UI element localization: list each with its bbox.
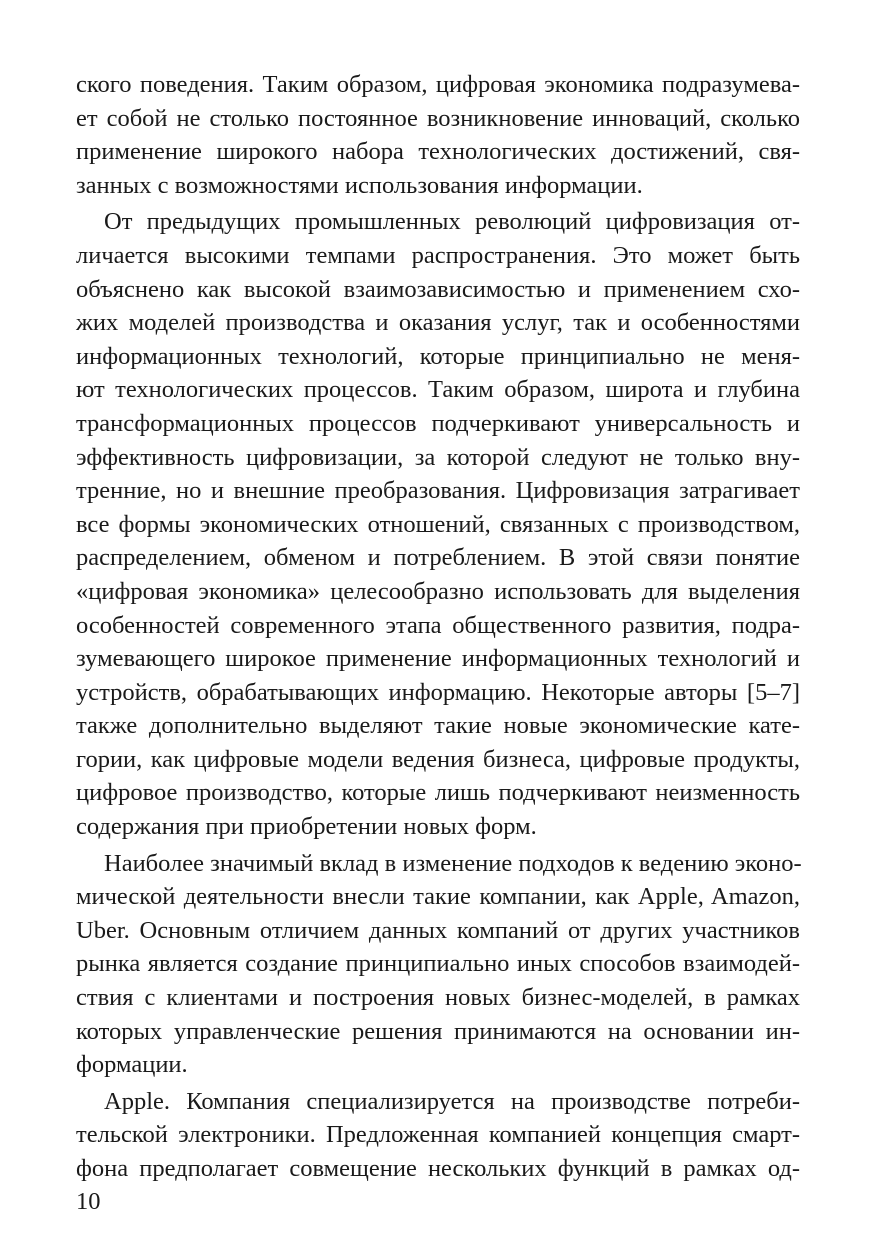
text-line: тренние, но и внешние преобразования. Цифровизация затрагивает <box>76 477 800 505</box>
text-line: которых управленческие решения принимаются на основании ин- <box>76 1017 800 1045</box>
text-line: применение широкого набора технологических достижений, свя- <box>76 138 800 166</box>
text-line: рынка является создание принципиально иных способов взаимодей- <box>76 950 800 978</box>
text-line: распределением, обменом и потреблением. В этой связи понятие <box>76 544 800 572</box>
text-line: Наиболее значимый вклад в изменение подходов к ведению эконо- <box>104 849 802 877</box>
text-line: ствия с клиентами и построения новых бизнес-моделей, в рамках <box>76 984 800 1012</box>
text-line: трансформационных процессов подчеркивают универсальность и <box>76 409 800 437</box>
page-number: 10 <box>76 1188 101 1215</box>
text-line: От предыдущих промышленных революций цифровизация от- <box>104 208 800 236</box>
paragraph <box>76 847 800 1082</box>
text-line: занных с возможностями использования информации. <box>76 171 643 199</box>
text-line: «цифровая экономика» целесообразно использовать для выделения <box>76 577 800 605</box>
text-column <box>76 68 800 1186</box>
text-line: Uber. Основным отличием данных компаний от других участников <box>76 916 800 944</box>
text-line: личается высокими темпами распространения. Это может быть <box>76 241 800 269</box>
text-line: устройств, обрабатывающих информацию. Некоторые авторы [5–7] <box>76 678 800 706</box>
text-line: Apple. Компания специализируется на производстве потреби- <box>104 1087 800 1115</box>
text-line: ет собой не столько постоянное возникновение инноваций, сколько <box>76 104 800 132</box>
page-body <box>76 68 800 1186</box>
text-line: жих моделей производства и оказания услуг, так и особенностями <box>76 309 800 337</box>
text-line: фона предполагает совмещение нескольких функций в рамках од- <box>76 1155 800 1182</box>
text-line: все формы экономических отношений, связанных с производством, <box>76 510 800 538</box>
text-line: особенностей современного этапа общественного развития, подра- <box>76 611 800 639</box>
text-line: гории, как цифровые модели ведения бизнеса, цифровые продукты, <box>76 745 800 773</box>
text-line: мической деятельности внесли такие компании, как Apple, Amazon, <box>76 883 800 911</box>
text-line: объяснено как высокой взаимозависимостью и применением схо- <box>76 275 800 303</box>
paragraph <box>76 68 800 202</box>
text-line: информационных технологий, которые принципиально не меня- <box>76 342 800 370</box>
text-line: также дополнительно выделяют такие новые экономические кате- <box>76 712 800 740</box>
text-line: зумевающего широкое применение информационных технологий и <box>76 645 800 673</box>
text-line: формации. <box>76 1051 188 1079</box>
text-line: содержания при приобретении новых форм. <box>76 813 537 841</box>
text-line: цифровое производство, которые лишь подчеркивают неизменность <box>76 779 800 807</box>
paragraph <box>76 205 800 843</box>
text-line: эффективность цифровизации, за которой следуют не только вну- <box>76 443 800 471</box>
paragraph <box>76 1085 800 1186</box>
text-line: тельской электроники. Предложенная компанией концепция смарт- <box>76 1121 800 1149</box>
text-line: ского поведения. Таким образом, цифровая экономика подразумева- <box>76 71 800 98</box>
text-line: ют технологических процессов. Таким образом, широта и глубина <box>76 376 800 404</box>
